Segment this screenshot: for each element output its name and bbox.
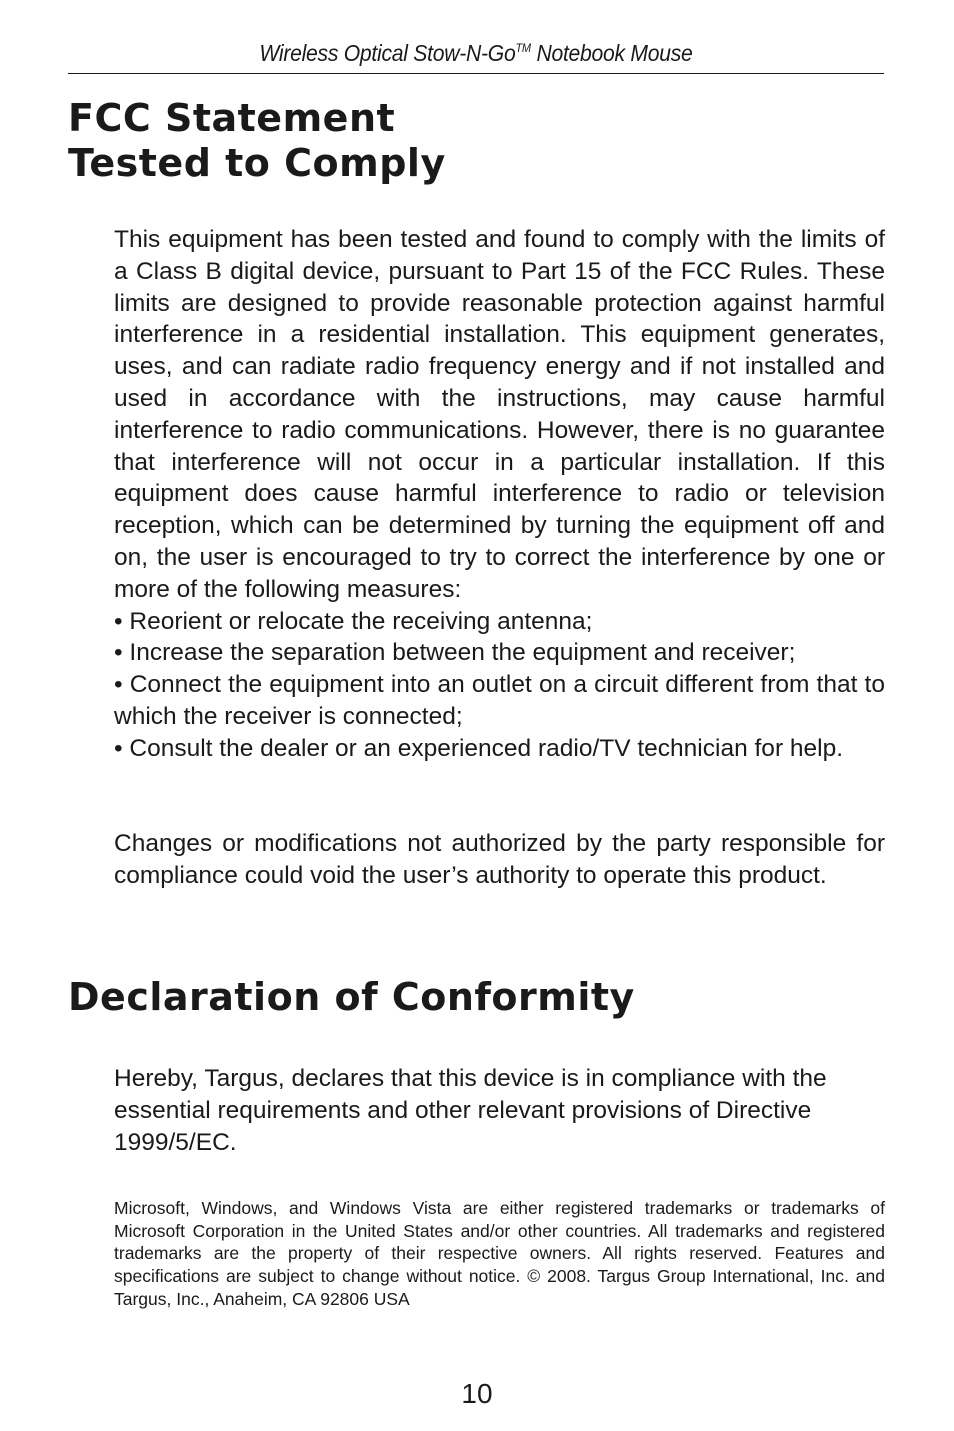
fcc-heading-line1: FCC Statement — [68, 96, 396, 140]
header-title: Wireless Optical Stow-N-Go — [259, 40, 516, 66]
declaration-heading: Declaration of Conformity — [68, 975, 635, 1019]
fcc-changes-paragraph — [114, 828, 885, 892]
fcc-paragraph: This equipment has been tested and found to comply with the limits of a Class B digital device, pursuant to Part 15 of the FCC Rules. These limits are designed to provide reasonable protection against harmful interference in a residential installation. This equipment generates, uses, and can radiate radio frequency energy and if not installed and used in accordance with the instructions, may cause harmful interference to radio communications. However, there is no guarantee that interference will not occur in a particular installation. If this equipment does cause harmful interference to radio or television reception, which can be determined by turning the equipment off and on, the user is encouraged to try to correct the interference by one or more of the following measures: — [114, 226, 885, 603]
trademark-mark: TM — [515, 41, 531, 55]
header-rule — [68, 73, 884, 74]
header-title-suffix: Notebook Mouse — [530, 40, 693, 66]
changes-text: Changes or modifications not authorized by the party responsible for compliance could void the user’s authority to operate this product. — [114, 830, 885, 889]
measure-item: • Consult the dealer or an experienced radio/TV technician for help. — [114, 734, 844, 762]
measure-item: • Increase the separation between the equipment and receiver; — [114, 639, 796, 667]
page-number: 10 — [461, 1378, 493, 1409]
fcc-heading-line2: Tested to Comply — [68, 141, 446, 185]
fcc-heading — [68, 96, 446, 186]
measure-item: • Reorient or relocate the receiving antenna; — [114, 607, 593, 635]
running-header — [101, 40, 852, 67]
trademark-notice: Microsoft, Windows, and Windows Vista are either registered trademarks or trademarks of Microsoft Corporation in the United States and/or other countries. All trademarks and registered trademarks are the property of their respective owners. All rights reserved. Features and specifications are subject to change without notice. © 2008. Targus Group International, Inc. and Targus, Inc., Anaheim, CA 92806 USA — [114, 1198, 885, 1309]
declaration-paragraph: Hereby, Targus, declares that this device is in compliance with the essential requirements and other relevant provisions of Directive 1999/5/EC. — [114, 1065, 827, 1156]
fcc-statement-body — [114, 224, 885, 765]
measure-item: • Connect the equipment into an outlet on a circuit different from that to which the receiver is connected; — [114, 671, 885, 730]
declaration-body — [114, 1063, 885, 1158]
